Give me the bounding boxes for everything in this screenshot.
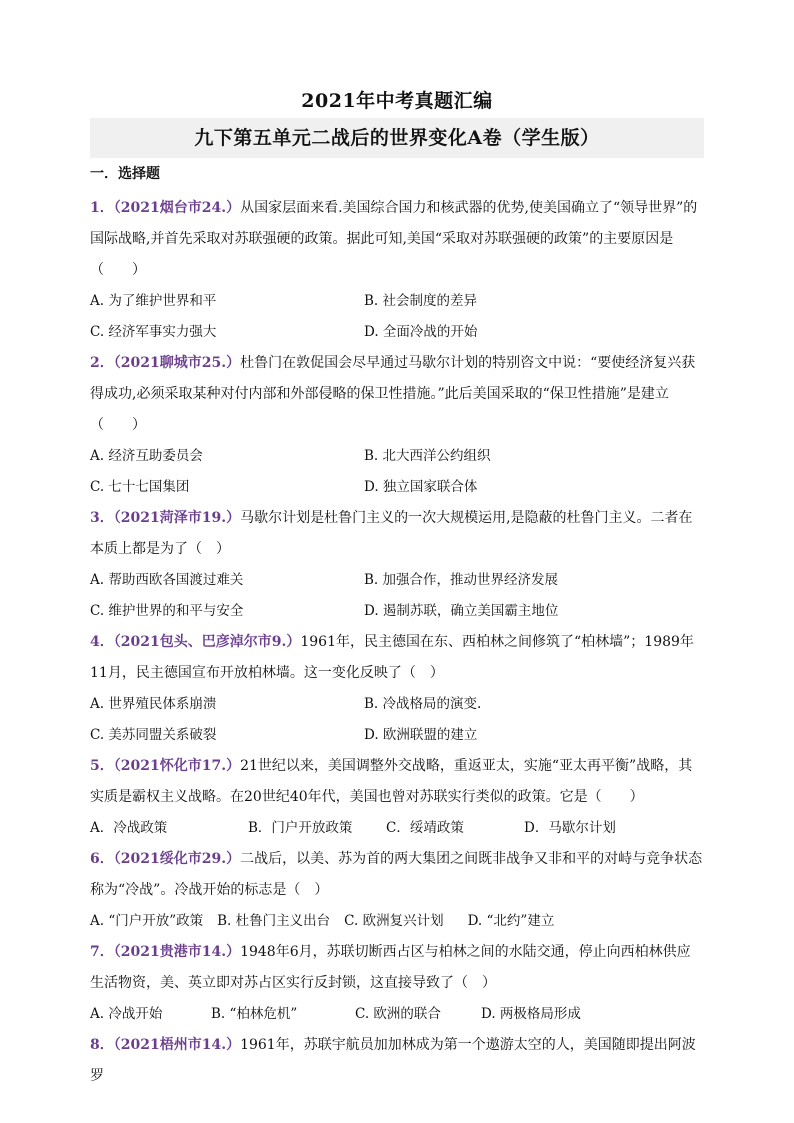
option-c: C. 美苏同盟关系破裂 [90, 727, 217, 743]
question-2 [90, 348, 704, 503]
question-source: （2021包头、巴彦淖尔市9.） [113, 634, 301, 650]
question-4 [90, 627, 704, 751]
option-c: C. 经济军事实力强大 [90, 324, 217, 340]
option-c: C. 欧洲复兴计划 [344, 913, 444, 929]
option-d: D. 全面冷战的开始 [364, 324, 478, 340]
option-d: D. 欧洲联盟的建立 [364, 727, 478, 743]
option-d: D. 独立国家联合体 [364, 479, 478, 495]
question-5 [90, 751, 704, 844]
option-b: B. 北大西洋公约组织 [364, 448, 491, 464]
question-6 [90, 844, 704, 937]
question-number: 1． [90, 200, 114, 216]
option-a: A. 经济互助委员会 [90, 448, 203, 464]
option-a: A. 为了维护世界和平 [90, 293, 217, 309]
option-row [90, 813, 704, 844]
option-b: B. 冷战格局的演变. [364, 696, 482, 712]
option-row [90, 317, 704, 348]
option-row [90, 720, 704, 751]
option-row [90, 906, 704, 937]
option-c: C. 维护世界的和平与安全 [90, 603, 244, 619]
question-stem [90, 193, 704, 286]
option-a: A. “门户开放”政策 [90, 913, 204, 929]
question-number: 4． [90, 634, 114, 650]
question-source: （2021怀化市17.） [113, 758, 241, 774]
page-subtitle: 九下第五单元二战后的世界变化A卷（学生版） [90, 118, 704, 158]
question-stem [90, 503, 704, 565]
section-heading: 一．选择题 [90, 166, 160, 182]
question-source: （2021菏泽市19.） [113, 510, 241, 526]
question-text: 马歇尔计划是杜鲁门主义的一次大规模运用,是隐蔽的杜鲁门主义。二者在本质上都是为了（ ） [90, 510, 693, 557]
question-text: 杜鲁门在敦促国会尽早通过马歇尔计划的特别咨文中说：“要使经济复兴获得成功,必须采取某种对付内部和外部侵略的保卫性措施。”此后美国采取的“保卫性措施”是建立（ ） [90, 355, 696, 433]
option-b: B. 加强合作，推动世界经济发展 [364, 572, 559, 588]
question-3 [90, 503, 704, 627]
option-a: A. 世界殖民体系崩溃 [90, 696, 217, 712]
option-row [90, 472, 704, 503]
question-source: （2021聊城市25.） [113, 355, 241, 371]
option-c: C. 七十七国集团 [90, 479, 190, 495]
question-stem [90, 844, 704, 906]
question-list [90, 193, 704, 1092]
option-b: B. 杜鲁门主义出台 [217, 913, 331, 929]
option-row [90, 565, 704, 596]
option-d: D. 遏制苏联，确立美国霸主地位 [364, 603, 559, 619]
question-text: 21世纪以来，美国调整外交战略，重返亚太，实施“亚太再平衡”战略，其实质是霸权主义战略。在20世纪40年代，美国也曾对苏联实行类似的政策。它是（ ） [90, 758, 693, 805]
question-source: （2021贵港市14.） [113, 944, 241, 960]
option-b: B. “柏林危机” [211, 1006, 298, 1022]
question-source: （2021绥化市29.） [113, 851, 241, 867]
option-row [90, 999, 704, 1030]
option-row [90, 689, 704, 720]
question-stem [90, 627, 704, 689]
question-text: 1961年，苏联宇航员加加林成为第一个遨游太空的人，美国随即提出阿波罗 [90, 1037, 696, 1084]
question-8 [90, 1030, 704, 1092]
question-number: 5． [90, 758, 114, 774]
option-c: C．绥靖政策 [386, 820, 464, 836]
option-b: B. 社会制度的差异 [364, 293, 478, 309]
question-text: 二战后，以美、苏为首的两大集团之间既非战争又非和平的对峙与竞争状态称为“冷战”。冷战开始的标志是（ ） [90, 851, 703, 898]
question-text: 1961年，民主德国在东、西柏林之间修筑了“柏林墙”；1989年11月，民主德国宣布开放柏林墙。这一变化反映了（ ） [90, 634, 694, 681]
question-source: （2021烟台市24.） [113, 200, 241, 216]
option-d: D．马歇尔计划 [524, 820, 616, 836]
question-stem [90, 751, 704, 813]
question-text: 从国家层面来看.美国综合国力和核武器的优势,使美国确立了“领导世界”的国际战略,并首先采取对苏联强硬的政策。据此可知,美国“采取对苏联强硬的政策”的主要原因是（ ） [90, 200, 698, 278]
question-number: 2． [90, 355, 114, 371]
question-stem [90, 1030, 704, 1092]
option-row [90, 596, 704, 627]
option-a: A. 帮助西欧各国渡过难关 [90, 572, 244, 588]
option-a: A．冷战政策 [90, 820, 168, 836]
option-row [90, 286, 704, 317]
question-number: 6． [90, 851, 114, 867]
option-d: D. “北约”建立 [467, 913, 555, 929]
page-title: 2021年中考真题汇编 [301, 90, 493, 112]
question-number: 7． [90, 944, 114, 960]
option-b: B．门户开放政策 [248, 820, 353, 836]
option-a: A. 冷战开始 [90, 1006, 163, 1022]
question-stem [90, 937, 704, 999]
question-stem [90, 348, 704, 441]
question-source: （2021梧州市14.） [113, 1037, 241, 1053]
question-number: 8． [90, 1037, 114, 1053]
question-1 [90, 193, 704, 348]
question-7 [90, 937, 704, 1030]
question-text: 1948年6月，苏联切断西占区与柏林之间的水陆交通，停止向西柏林供应生活物资，美、英立即对苏占区实行反封锁，这直接导致了（ ） [90, 944, 691, 991]
question-number: 3． [90, 510, 114, 526]
option-row [90, 441, 704, 472]
option-d: D. 两极格局形成 [481, 1006, 581, 1022]
option-c: C. 欧洲的联合 [355, 1006, 441, 1022]
